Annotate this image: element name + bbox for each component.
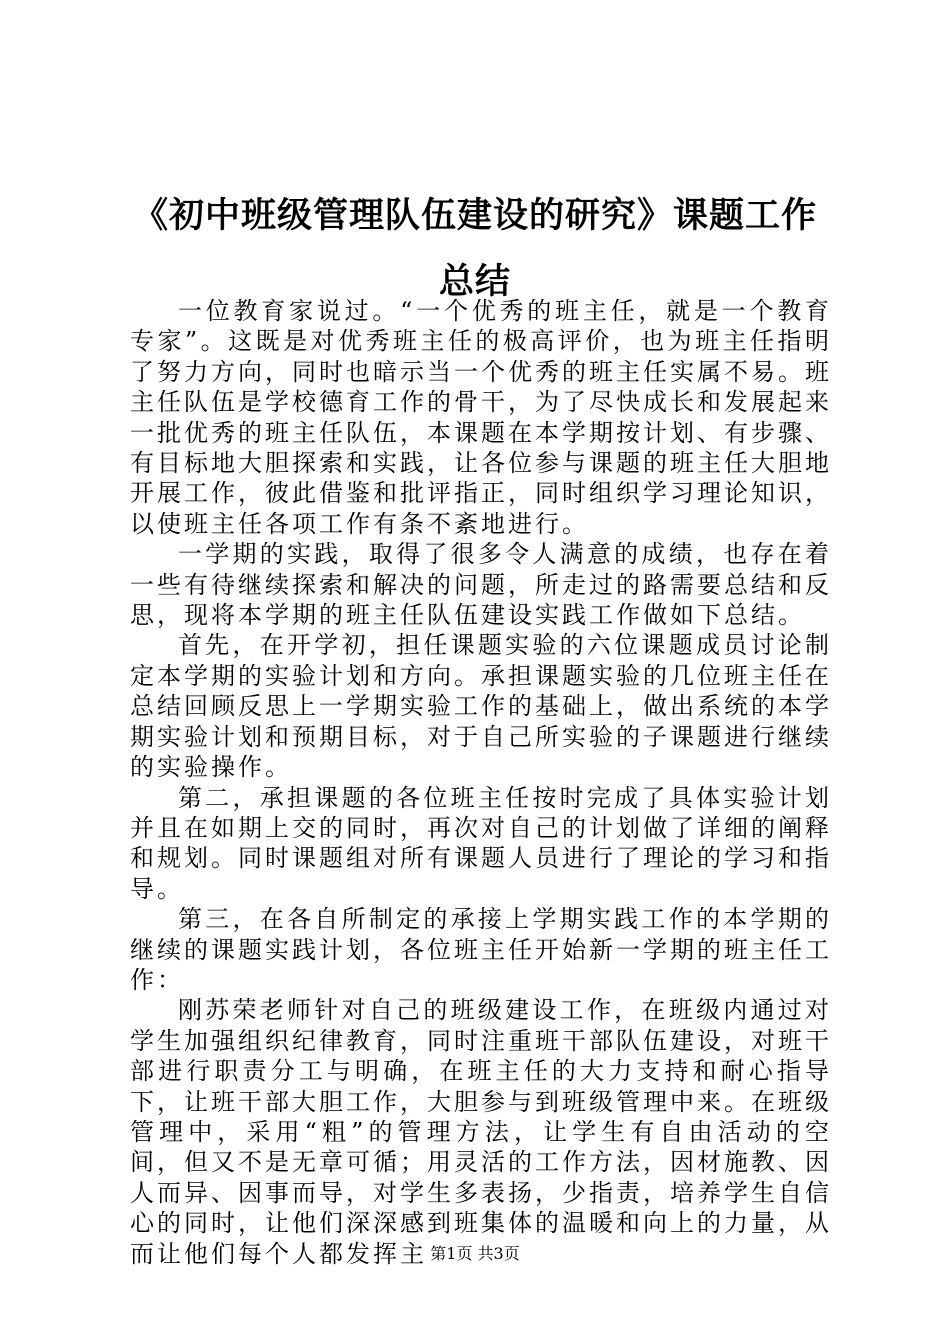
document-title: 《初中班级管理队伍建设的研究》课题工作总结 xyxy=(132,195,817,302)
body-paragraph: 第三，在各自所制定的承接上学期实践工作的本学期的继续的课题实践计划，各位班主任开始新一学期的班主任工作： xyxy=(130,905,832,994)
page-footer: 第1页 共3页 xyxy=(430,1244,520,1263)
body-paragraph: 刚苏荣老师针对自己的班级建设工作，在班级内通过对学生加强组织纪律教育，同时注重班干部队伍建设，对班干部进行职责分工与明确，在班主任的大力支持和耐心指导下，让班干部大胆工作，大胆参与到班级管理中来。在班级管理中，采用“粗”的管理方法，让学生有自由活动的空间，但又不是无章可循；用灵活的工作方法，因材施教、因人而异、因事而导，对学生多表扬，少指责，培养学生自信心的同时，让他们深深感到班集体的温暖和向上的力量，从而让他们每个人都发挥主 xyxy=(130,996,832,1268)
body-paragraph: 首先，在开学初，担任课题实验的六位课题成员讨论制定本学期的实验计划和方向。承担课题实验的几位班主任在总结回顾反思上一学期实验工作的基础上，做出系统的本学期实验计划和预期目标，对于自己所实验的子课题进行继续的实验操作。 xyxy=(130,631,832,782)
document-body xyxy=(130,296,832,1269)
body-paragraph: 一位教育家说过。“一个优秀的班主任，就是一个教育专家”。这既是对优秀班主任的极高评价，也为班主任指明了努力方向，同时也暗示当一个优秀的班主任实属不易。班主任队伍是学校德育工作的骨干，为了尽快成长和发展起来一批优秀的班主任队伍，本课题在本学期按计划、有步骤、有目标地大胆探索和实践，让各位参与课题的班主任大胆地开展工作，彼此借鉴和批评指正，同时组织学习理论知识，以使班主任各项工作有条不紊地进行。 xyxy=(130,297,832,538)
body-paragraph: 一学期的实践，取得了很多令人满意的成绩，也存在着一些有待继续探索和解决的问题，所走过的路需要总结和反思，现将本学期的班主任队伍建设实践工作做如下总结。 xyxy=(130,540,832,630)
body-paragraph: 第二，承担课题的各位班主任按时完成了具体实验计划并且在如期上交的同时，再次对自己的计划做了详细的阐释和规划。同时课题组对所有课题人员进行了理论的学习和指导。 xyxy=(130,783,832,903)
